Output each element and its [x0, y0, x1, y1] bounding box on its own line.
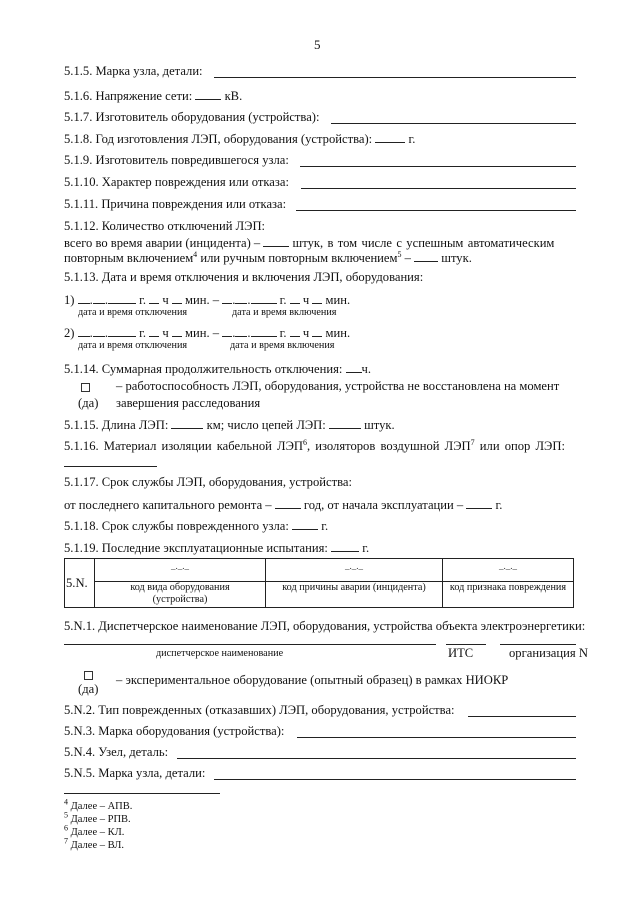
cause-code-cell[interactable]: [266, 559, 443, 608]
page-number: 5: [314, 37, 321, 52]
hour-unit: ч: [162, 293, 169, 307]
on-hour-field[interactable]: [290, 325, 300, 337]
minute-unit: мин.: [325, 326, 351, 340]
on-year-field[interactable]: [251, 292, 277, 304]
item-5-1-12-label: 5.1.12. Количество отключений ЛЭП:: [64, 219, 266, 233]
dispatch-name-caption: диспетчерское наименование: [156, 648, 284, 659]
year-unit: г.: [408, 132, 416, 146]
item-5-1-11-field[interactable]: [296, 210, 576, 211]
footnote-7: [64, 836, 124, 851]
auto-reclose-text: повторным включением: [64, 251, 194, 265]
pcs-unit: штук.: [364, 418, 395, 432]
datetime-row-1: 1) . . г. ч мин. – . . г. ч мин.: [64, 293, 351, 307]
not-restored-checkbox[interactable]: [81, 379, 90, 394]
footnote-number: 6: [64, 823, 68, 833]
item-5-1-15: [64, 417, 395, 433]
last-tests-field[interactable]: [331, 540, 359, 552]
item-5-1-6-voltage: [64, 88, 242, 104]
footnote-separator: [64, 793, 220, 794]
manufacture-year-field[interactable]: [375, 131, 405, 143]
experimental-yes: (да): [78, 682, 99, 696]
total-shutdowns-field[interactable]: [263, 235, 289, 247]
off-day-field[interactable]: [78, 325, 90, 337]
manual-reclose-text: или ручным повторным включением: [200, 251, 398, 265]
item-5-1-14: [64, 361, 371, 377]
item-5-1-12-reclose-line: [64, 250, 472, 266]
footnote-number: 7: [64, 836, 68, 846]
experimental-text: – экспериментальное оборудование (опытный образец) в рамках НИОКР: [116, 673, 509, 687]
cause-code-caption: код причины аварии (инцидента): [282, 582, 426, 593]
footnote-text: Далее – РПВ.: [70, 814, 131, 825]
item-5-N-5-label: 5.N.5. Марка узла, детали:: [64, 766, 206, 780]
row-number: 2): [64, 326, 75, 340]
circuits-count-field[interactable]: [329, 417, 361, 429]
datetime-off-caption: дата и время отключения: [78, 340, 188, 351]
footnote-ref-7: 7: [470, 437, 475, 447]
footnote-text: Далее – КЛ.: [70, 827, 125, 838]
year-unit: г.: [139, 293, 147, 307]
item-5-1-7-label: 5.1.7. Изготовитель оборудования (устройства):: [64, 110, 320, 124]
on-minute-field[interactable]: [312, 325, 322, 337]
item-5-1-17-values: [64, 497, 502, 513]
off-year-field[interactable]: [108, 325, 136, 337]
item-5-1-10-field[interactable]: [301, 188, 576, 189]
footnote-text: Далее – ВЛ.: [70, 840, 124, 851]
year-unit: г.: [279, 293, 287, 307]
node-service-life-field[interactable]: [292, 518, 318, 530]
year-unit: г.: [362, 541, 370, 555]
item-5-1-18-label: 5.1.18. Срок службы поврежденного узла:: [64, 519, 289, 533]
footnote-4: [64, 797, 133, 812]
datetime-off-caption: дата и время отключения: [78, 307, 188, 318]
organization-caption: организация N: [509, 646, 588, 660]
dash: –: [404, 251, 411, 265]
poles-text: или опор ЛЭП:: [479, 439, 565, 453]
total-text-2: штук, в том числе с успешным автоматическим: [292, 236, 555, 250]
item-5-1-16-label: 5.1.16. Материал изоляции кабельной ЛЭП: [64, 439, 303, 453]
its-field[interactable]: [446, 644, 486, 645]
item-5-1-11-label: 5.1.11. Причина повреждения или отказа:: [64, 197, 287, 211]
item-5-1-9-field[interactable]: [300, 166, 576, 167]
hour-unit: ч: [162, 326, 169, 340]
code-placeholder: _._._: [499, 561, 517, 571]
experimental-checkbox[interactable]: [84, 667, 93, 682]
item-5-N-2-label: 5.N.2. Тип поврежденных (отказавших) ЛЭП, оборудования, устройства:: [64, 703, 455, 717]
item-5-N-5-field[interactable]: [214, 779, 576, 780]
hour-unit: ч: [302, 326, 310, 340]
footnote-number: 5: [64, 810, 68, 820]
on-month-field[interactable]: [235, 325, 247, 337]
year-unit: г.: [495, 498, 503, 512]
off-month-field[interactable]: [93, 325, 105, 337]
insulators-text: , изоляторов воздушной ЛЭП: [306, 439, 471, 453]
hour-unit: ч: [302, 293, 310, 307]
item-5-1-17-label: 5.1.17. Срок службы ЛЭП, оборудования, устройства:: [64, 475, 352, 489]
item-5-1-18: [64, 518, 328, 534]
minute-unit: мин. –: [185, 293, 220, 307]
hour-unit: ч.: [361, 362, 371, 376]
minute-unit: мин.: [325, 293, 351, 307]
not-restored-text-1: – работоспособность ЛЭП, оборудования, устройства не восстановлена на момент: [116, 379, 560, 393]
code-placeholder: _._._: [345, 561, 363, 571]
footnote-5: [64, 810, 131, 825]
insulation-material-field[interactable]: [64, 466, 157, 467]
on-day-field[interactable]: [222, 325, 232, 337]
item-5-N-2-field[interactable]: [468, 716, 576, 717]
total-duration-field[interactable]: [346, 361, 362, 373]
year-unit: г.: [279, 326, 287, 340]
item-5-1-9-label: 5.1.9. Изготовитель повредившегося узла:: [64, 153, 289, 167]
not-restored-yes: (да): [78, 396, 99, 410]
off-minute-field[interactable]: [172, 325, 182, 337]
since-overhaul-field[interactable]: [275, 497, 301, 509]
damage-code-cell[interactable]: [443, 559, 574, 608]
item-5-1-19-label: 5.1.19. Последние эксплуатационные испытания:: [64, 541, 328, 555]
equipment-code-cell[interactable]: [95, 559, 266, 608]
organization-field[interactable]: [500, 644, 576, 645]
code-placeholder: _._._: [171, 561, 189, 571]
item-5-1-8-year: [64, 131, 415, 147]
off-hour-field[interactable]: [149, 325, 159, 337]
on-year-field[interactable]: [251, 325, 277, 337]
overhaul-text: от последнего капитального ремонта –: [64, 498, 272, 512]
reclose-count-field[interactable]: [414, 250, 438, 262]
total-text: всего во время аварии (инцидента) –: [64, 236, 261, 250]
footnote-6: [64, 823, 125, 838]
on-hour-field[interactable]: [290, 292, 300, 304]
its-caption: ИТС: [448, 646, 474, 660]
minute-unit: мин. –: [185, 326, 220, 340]
pcs-unit: штук.: [441, 251, 472, 265]
off-minute-field[interactable]: [172, 292, 182, 304]
voltage-field[interactable]: [195, 88, 221, 100]
item-5-1-8-label: 5.1.8. Год изготовления ЛЭП, оборудования (устройства):: [64, 132, 373, 146]
codes-table: [64, 558, 574, 608]
item-5-1-5-field[interactable]: [214, 77, 576, 78]
footnote-number: 4: [64, 797, 68, 807]
year-unit: г.: [139, 326, 147, 340]
off-day-field[interactable]: [78, 292, 90, 304]
not-restored-text-2: завершения расследования: [116, 396, 261, 410]
datetime-on-caption: дата и время включения: [232, 307, 337, 318]
item-5-1-15-label: 5.1.15. Длина ЛЭП:: [64, 418, 169, 432]
off-month-field[interactable]: [93, 292, 105, 304]
item-5-1-14-label: 5.1.14. Суммарная продолжительность отключения:: [64, 362, 343, 376]
item-5-1-6-label: 5.1.6. Напряжение сети:: [64, 89, 193, 103]
item-5-1-13-label: 5.1.13. Дата и время отключения и включения ЛЭП, оборудования:: [64, 270, 424, 284]
footnote-ref-6: 6: [302, 437, 307, 447]
equipment-code-caption: код вида оборудования (устройства): [130, 582, 230, 605]
year-unit: г.: [321, 519, 329, 533]
on-minute-field[interactable]: [312, 292, 322, 304]
item-5-1-12-total-line: [64, 235, 576, 251]
off-hour-field[interactable]: [149, 292, 159, 304]
on-month-field[interactable]: [235, 292, 247, 304]
on-day-field[interactable]: [222, 292, 232, 304]
datetime-row-2: 2) . . г. ч мин. – . . г. ч мин.: [64, 326, 351, 340]
row-number: 1): [64, 293, 75, 307]
line-length-field[interactable]: [171, 417, 203, 429]
item-5-1-5-label: 5.1.5. Марка узла, детали:: [64, 64, 203, 78]
footnote-ref-4: 4: [193, 249, 198, 259]
since-start-text: год, от начала эксплуатации –: [303, 498, 464, 512]
item-5-1-19: [64, 540, 369, 556]
item-5-1-10-label: 5.1.10. Характер повреждения или отказа:: [64, 175, 289, 189]
table-label: 5.N.: [65, 559, 95, 608]
damage-code-caption: код признака повреждения: [449, 582, 567, 593]
since-start-field[interactable]: [466, 497, 492, 509]
item-5-N-4-label: 5.N.4. Узел, деталь:: [64, 745, 169, 759]
item-5-N-3-label: 5.N.3. Марка оборудования (устройства):: [64, 724, 285, 738]
off-year-field[interactable]: [108, 292, 136, 304]
item-5-N-4-field[interactable]: [177, 758, 576, 759]
footnote-ref-5: 5: [397, 249, 402, 259]
item-5-1-7-field[interactable]: [331, 123, 576, 124]
item-5-N-1-label: 5.N.1. Диспетчерское наименование ЛЭП, оборудования, устройства объекта электроэнергетики:: [64, 619, 586, 633]
item-5-1-16: [64, 439, 576, 454]
item-5-N-3-field[interactable]: [297, 737, 576, 738]
kv-unit: кВ.: [224, 89, 243, 103]
datetime-on-caption: дата и время включения: [230, 340, 335, 351]
dispatch-name-field[interactable]: [64, 644, 436, 645]
circuits-label: км; число цепей ЛЭП:: [206, 418, 326, 432]
footnote-text: Далее – АПВ.: [70, 801, 133, 812]
